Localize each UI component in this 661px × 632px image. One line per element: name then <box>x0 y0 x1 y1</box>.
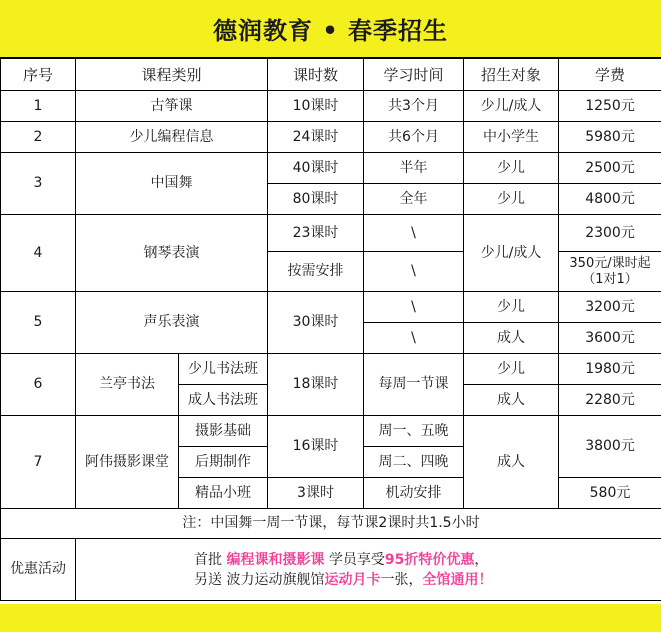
cell-fee: 580元 <box>559 478 661 509</box>
cell-subcourse: 精品小班 <box>179 478 268 509</box>
cell-hours: 80课时 <box>268 184 364 215</box>
promo-highlight: 全馆通用！ <box>422 571 493 588</box>
cell-fee: 3200元 <box>559 292 661 323</box>
table-row <box>1 354 661 385</box>
cell-subcourse: 成人书法班 <box>179 385 268 416</box>
cell-hours: 30课时 <box>268 292 364 354</box>
cell-fee <box>559 252 661 292</box>
footer-band <box>0 604 661 632</box>
header-hours: 课时数 <box>268 59 364 91</box>
cell-time: \ <box>364 215 464 252</box>
table-row <box>1 153 661 184</box>
cell-time: \ <box>364 323 464 354</box>
cell-target: 成人 <box>464 416 559 509</box>
cell-no: 5 <box>1 292 76 354</box>
cell-course: 声乐表演 <box>76 292 268 354</box>
cell-fee: 2300元 <box>559 215 661 252</box>
cell-target: 成人 <box>464 385 559 416</box>
cell-hours: 按需安排 <box>268 252 364 292</box>
cell-time: 每周一节课 <box>364 354 464 416</box>
cell-course: 阿伟摄影课堂 <box>76 416 179 509</box>
cell-hours: 40课时 <box>268 153 364 184</box>
cell-time: 共6个月 <box>364 122 464 153</box>
cell-fee: 2280元 <box>559 385 661 416</box>
header-time: 学习时间 <box>364 59 464 91</box>
promo-line-1 <box>194 550 661 570</box>
promo-label: 优惠活动 <box>1 539 76 601</box>
enrollment-table <box>0 58 661 601</box>
cell-target: 少儿 <box>464 184 559 215</box>
cell-time: 共3个月 <box>364 91 464 122</box>
cell-subcourse: 后期制作 <box>179 447 268 478</box>
cell-course: 中国舞 <box>76 153 268 215</box>
cell-fee: 1250元 <box>559 91 661 122</box>
cell-fee: 3600元 <box>559 323 661 354</box>
cell-target: 少儿 <box>464 354 559 385</box>
table-row <box>1 292 661 323</box>
cell-no: 6 <box>1 354 76 416</box>
fee-line: （1对1） <box>582 271 638 287</box>
cell-fee: 5980元 <box>559 122 661 153</box>
cell-course: 钢琴表演 <box>76 215 268 292</box>
table-row <box>1 215 661 252</box>
promo-segment: 首批 <box>194 551 227 568</box>
cell-fee: 4800元 <box>559 184 661 215</box>
cell-fee: 2500元 <box>559 153 661 184</box>
cell-course: 古筝课 <box>76 91 268 122</box>
cell-subcourse: 摄影基础 <box>179 416 268 447</box>
cell-time: 半年 <box>364 153 464 184</box>
cell-target: 少儿 <box>464 292 559 323</box>
cell-no: 1 <box>1 91 76 122</box>
cell-no: 3 <box>1 153 76 215</box>
cell-course: 兰亭书法 <box>76 354 179 416</box>
promo-segment: 另送 波力运动旗舰馆 <box>194 571 325 588</box>
cell-target: 少儿 <box>464 153 559 184</box>
cell-target: 少儿/成人 <box>464 91 559 122</box>
table-row <box>1 416 661 447</box>
cell-course: 少儿编程信息 <box>76 122 268 153</box>
cell-target: 少儿/成人 <box>464 215 559 292</box>
cell-target: 成人 <box>464 323 559 354</box>
header-course: 课程类别 <box>76 59 268 91</box>
promo-highlight: 编程课和摄影课 <box>226 551 325 568</box>
cell-no: 7 <box>1 416 76 509</box>
cell-target: 中小学生 <box>464 122 559 153</box>
header-row <box>1 59 661 91</box>
note-row <box>1 509 661 539</box>
header-no: 序号 <box>1 59 76 91</box>
header-target: 招生对象 <box>464 59 559 91</box>
cell-time: \ <box>364 292 464 323</box>
cell-hours: 10课时 <box>268 91 364 122</box>
cell-hours: 18课时 <box>268 354 364 416</box>
cell-hours: 23课时 <box>268 215 364 252</box>
cell-hours: 24课时 <box>268 122 364 153</box>
cell-time: 周一、五晚 <box>364 416 464 447</box>
fee-line: 350元/课时起 <box>569 255 651 271</box>
cell-no: 2 <box>1 122 76 153</box>
promo-segment: 学员享受 <box>324 551 385 568</box>
promo-segment: 一张， <box>380 571 423 588</box>
promo-row <box>1 539 661 601</box>
page-title: 德润教育 • 春季招生 <box>0 0 661 58</box>
promo-line-2 <box>194 570 661 590</box>
cell-hours: 16课时 <box>268 416 364 478</box>
cell-hours: 3课时 <box>268 478 364 509</box>
cell-time: \ <box>364 252 464 292</box>
note-text: 注：中国舞一周一节课，每节课2课时共1.5小时 <box>1 509 661 539</box>
promo-highlight: 运动月卡 <box>324 571 381 588</box>
cell-fee: 1980元 <box>559 354 661 385</box>
cell-time: 机动安排 <box>364 478 464 509</box>
cell-no: 4 <box>1 215 76 292</box>
table-row <box>1 122 661 153</box>
promo-text <box>76 539 661 601</box>
header-fee: 学费 <box>559 59 661 91</box>
table-row <box>1 91 661 122</box>
promo-segment: ， <box>474 551 489 568</box>
cell-time: 全年 <box>364 184 464 215</box>
cell-subcourse: 少儿书法班 <box>179 354 268 385</box>
cell-fee: 3800元 <box>559 416 661 478</box>
cell-time: 周二、四晚 <box>364 447 464 478</box>
promo-highlight: 95折特价优惠 <box>384 551 475 568</box>
